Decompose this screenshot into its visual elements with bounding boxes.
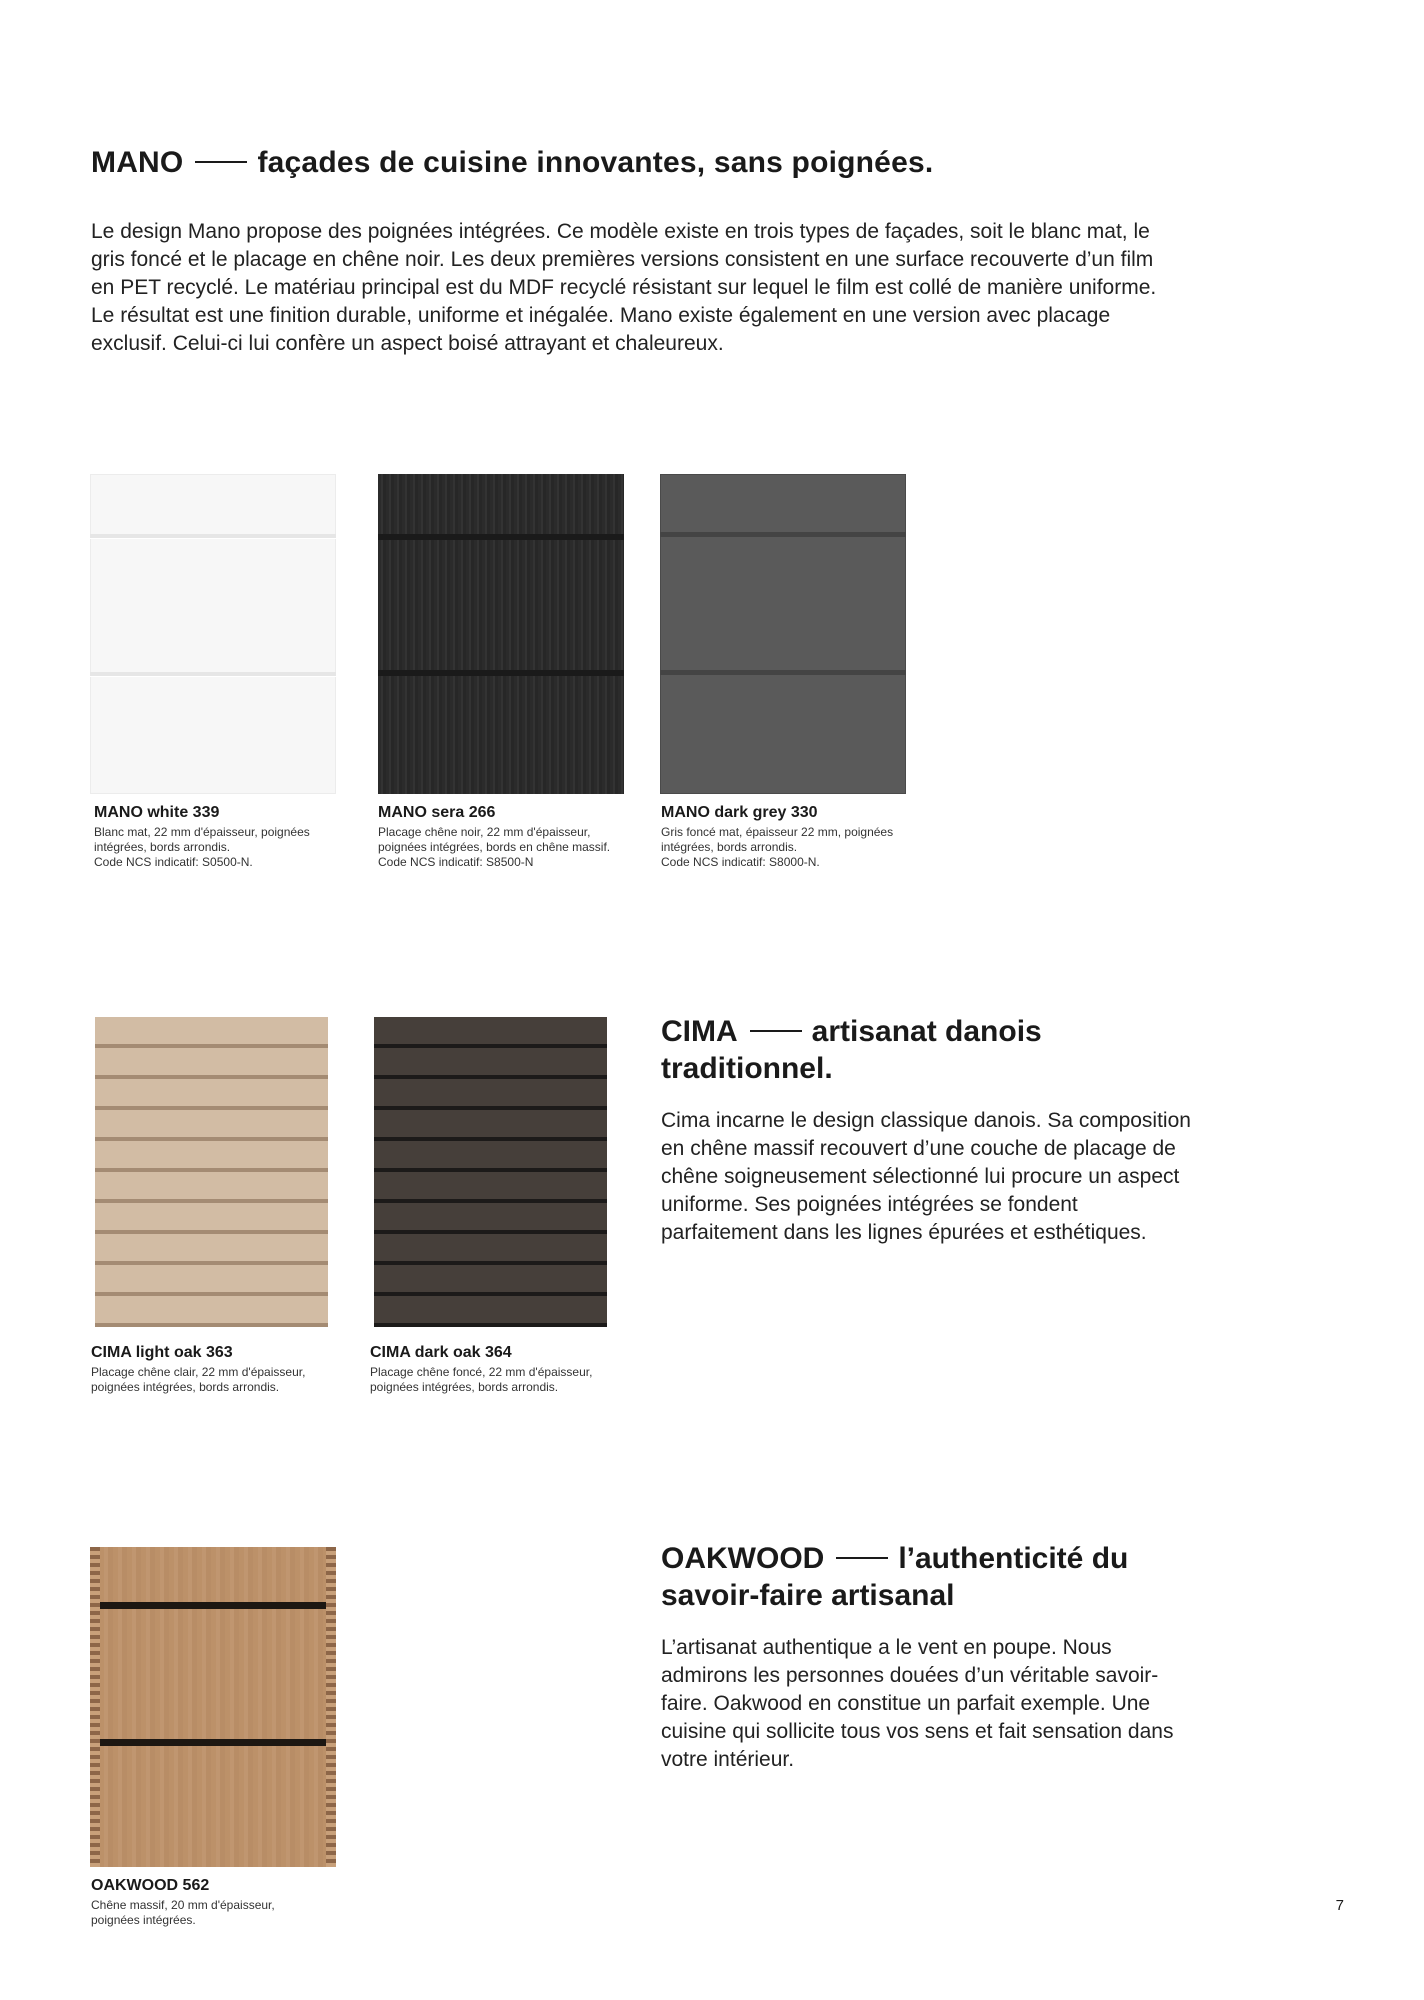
oakwood-section (661, 1540, 1181, 1774)
mano-white-caption: MANO white 339 Blanc mat, 22 mm d'épaisseur, poignées intégrées, bords arrondis. Code NCS indicatif: S0500-N. (94, 804, 310, 869)
cima-dark-caption: CIMA dark oak 364 Placage chêne foncé, 22 mm d'épaisseur, poignées intégrées, bords arrondis. (370, 1344, 593, 1394)
mano-sera-caption: MANO sera 266 Placage chêne noir, 22 mm d'épaisseur, poignées intégrées, bords en chêne massif. Code NCS indicatif: S8500-N (378, 804, 611, 869)
title-dash (750, 1030, 802, 1032)
mano-white-swatch (90, 474, 336, 794)
mano-sera-swatch (378, 474, 624, 794)
oakwood-caption: OAKWOOD 562 Chêne massif, 20 mm d'épaisseur, poignées intégrées. (91, 1877, 275, 1927)
mano-darkgrey-caption: MANO dark grey 330 Gris foncé mat, épaisseur 22 mm, poignées intégrées, bords arrondis. Code NCS indicatif: S8000-N. (661, 804, 894, 869)
cima-title: CIMA artisanat danois traditionnel. (661, 1015, 1042, 1085)
cima-body: Cima incarne le design classique danois. Sa composition en chêne massif recouvert d’une couche de placage de chêne soigneusement sélectionné lui procure un aspect uniforme. Ses poignées intégrées se fondent parfaitement dans les lignes épurées et esthétiques. (661, 1109, 1191, 1244)
cima-light-oak-swatch (95, 1017, 328, 1327)
title-dash (195, 161, 247, 163)
mano-title: MANO façades de cuisine innovantes, sans poignées. (91, 146, 934, 179)
oakwood-body: L’artisanat authentique a le vent en poupe. Nous admirons les personnes douées d’un véritable savoir-faire. Oakwood en constitue un parfait exemple. Une cuisine qui sollicite tous vos sens et fait sensation dans votre intérieur. (661, 1636, 1174, 1771)
oakwood-title: OAKWOOD l’authenticité du savoir-faire artisanal (661, 1542, 1129, 1612)
mano-intro: Le design Mano propose des poignées intégrées. Ce modèle existe en trois types de façades, soit le blanc mat, le gris foncé et le placage en chêne noir. Les deux premières versions consistent en une surface recouverte d’un film en PET recyclé. Le matériau principal est du MDF recyclé résistant sur lequel le film est collé de manière uniforme. Le résultat est une finition durable, uniforme et inégalée. Mano existe également en une version avec placage exclusif. Celui-ci lui confère un aspect boisé attrayant et chaleureux. (91, 220, 1157, 355)
page-number: 7 (1335, 1897, 1344, 1914)
mano-darkgrey-swatch (660, 474, 906, 794)
oakwood-swatch (90, 1547, 336, 1867)
cima-dark-oak-swatch (374, 1017, 607, 1327)
cima-light-caption: CIMA light oak 363 Placage chêne clair, 22 mm d'épaisseur, poignées intégrées, bords arrondis. (91, 1344, 306, 1394)
title-dash (836, 1557, 888, 1559)
cima-section (661, 1013, 1201, 1247)
